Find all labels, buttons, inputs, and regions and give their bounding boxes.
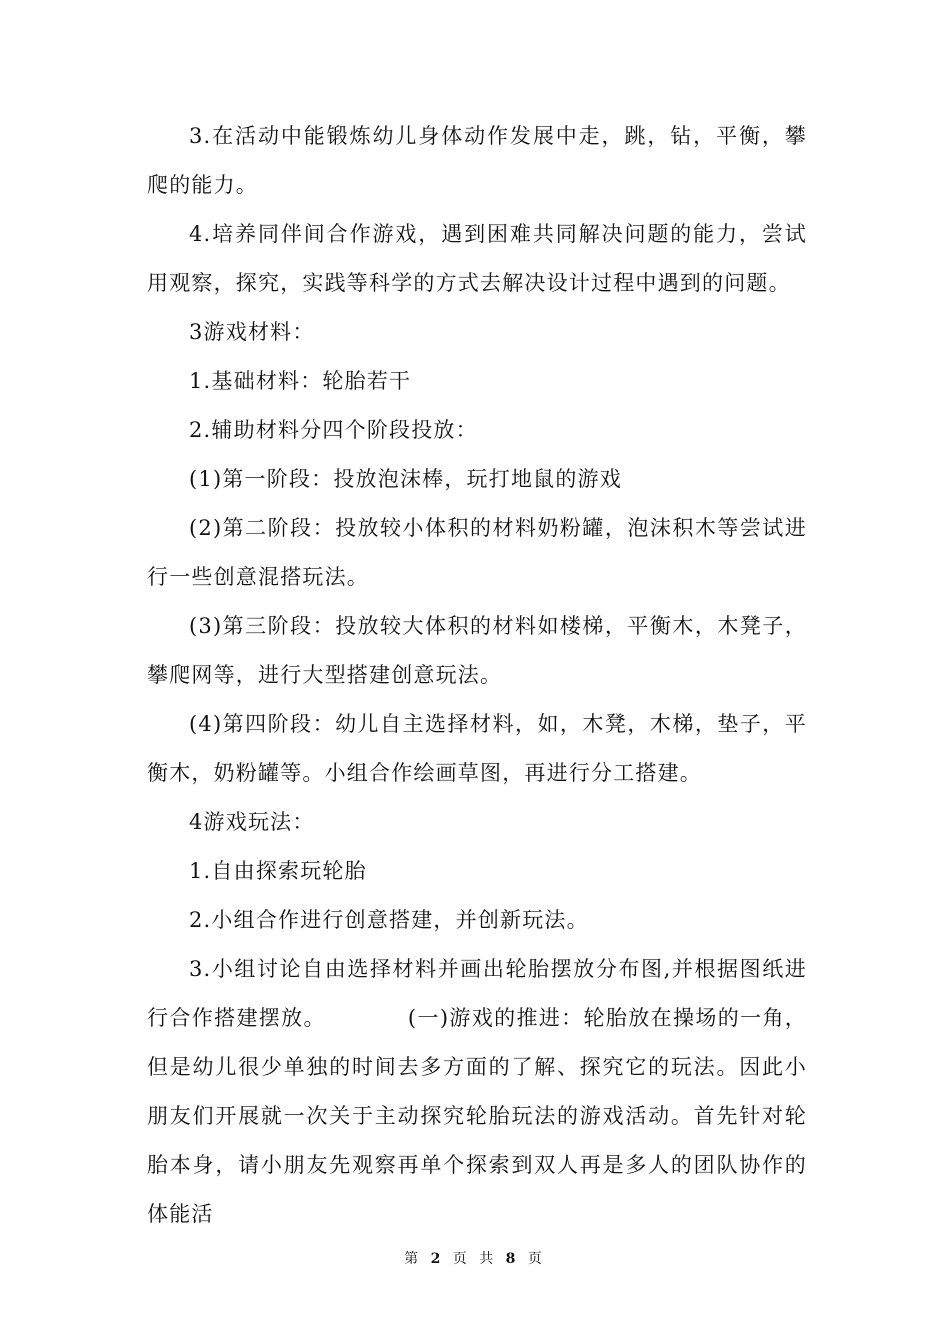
game-progress-text: (一)游戏的推进：轮胎放在操场的一角，但是幼儿很少单独的时间去多方面的了解、探究它的玩法。因此小朋友们开展就一次关于主动探究轮胎玩法的游戏活动。首先针对轮胎本身，请小朋友先观察再单个探索到双人再是多人的团队协作的体能活 [147,1006,808,1226]
section-heading-materials: 3游戏材料： [189,320,315,344]
paragraph-aux-materials: 2.辅助材料分四个阶段投放： [189,418,478,442]
paragraph-stage-1: (1)第一阶段：投放泡沫棒，玩打地鼠的游戏 [189,467,622,491]
paragraph-basic-materials: 1.基础材料：轮胎若干 [189,369,412,393]
paragraph-objective-4: 4.培养同伴间合作游戏，遇到困难共同解决问题的能力，尝试用观察，探究，实践等科学的方式去解决设计过程中遇到的问题。 [147,222,807,295]
section-heading-gameplay: 4游戏玩法： [189,810,315,834]
paragraph-gameplay-1: 1.自由探索玩轮胎 [189,859,367,883]
footer-middle: 页 共 [452,1251,498,1267]
page-footer [0,1249,950,1269]
paragraph-objective-3: 3.在活动中能锻炼幼儿身体动作发展中走，跳，钻，平衡，攀爬的能力。 [147,124,807,197]
paragraph-stage-4: (4)第四阶段：幼儿自主选择材料，如，木凳，木梯，垫子，平衡木，奶粉罐等。小组合作绘画草图，再进行分工搭建。 [147,712,807,785]
paragraph-gameplay-3 [147,945,807,1239]
gameplay-3-text: 3.小组讨论自由选择材料并画出轮胎摆放分布图,并根据图纸进行合作搭建摆放。 [147,957,807,1030]
current-page-number: 2 [430,1251,445,1267]
paragraph-stage-2: (2)第二阶段：投放较小体积的材料奶粉罐，泡沫积木等尝试进行一些创意混搭玩法。 [147,516,807,589]
total-page-number: 8 [505,1251,520,1267]
document-body [147,112,807,1239]
paragraph-gameplay-2: 2.小组合作进行创意搭建，并创新玩法。 [189,908,589,932]
footer-prefix: 第 [404,1251,423,1267]
paragraph-stage-3: (3)第三阶段：投放较大体积的材料如楼梯，平衡木，木凳子，攀爬网等，进行大型搭建创意玩法。 [147,614,807,687]
footer-suffix: 页 [527,1251,546,1267]
